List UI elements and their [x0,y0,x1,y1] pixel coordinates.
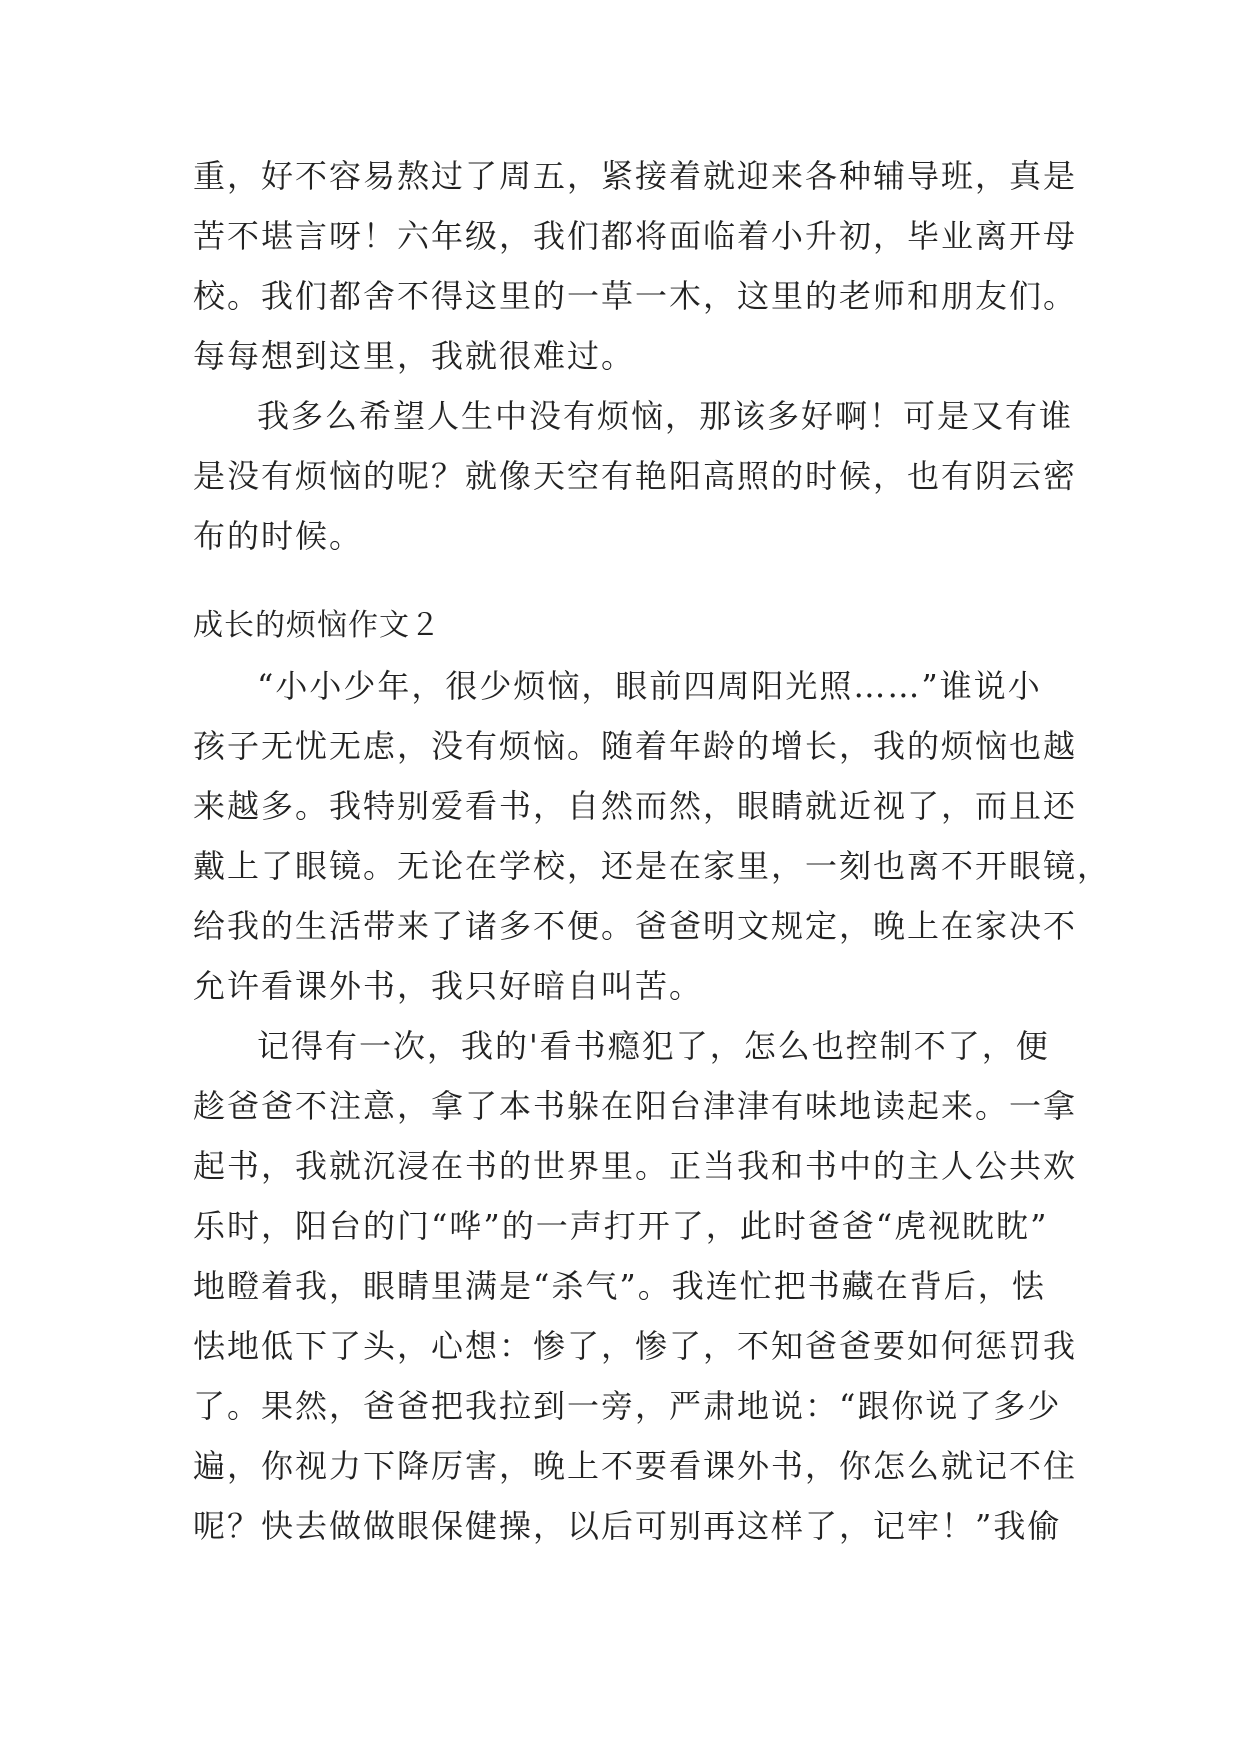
text-line: 每每想到这里，我就很难过。 [193,337,636,375]
text-line: 重，好不容易熬过了周五，紧接着就迎来各种辅导班，真是 [193,157,1078,195]
text-line: 乐时，阳台的门“哗”的一声打开了，此时爸爸“虎视眈眈” [193,1207,1049,1245]
text-line: 呢？快去做做眼保健操，以后可别再这样了，记牢！”我偷 [193,1507,1062,1545]
text-line: 我多么希望人生中没有烦恼，那该多好啊！可是又有谁 [257,397,1074,435]
text-line: 地瞪着我，眼睛里满是“杀气”。我连忙把书藏在背后，怯 [193,1267,1046,1305]
text-line: 来越多。我特别爱看书，自然而然，眼睛就近视了，而且还 [193,787,1078,825]
text-line: 是没有烦恼的呢？就像天空有艳阳高照的时候，也有阴云密 [193,457,1078,495]
text-line: 遍，你视力下降厉害，晚上不要看课外书，你怎么就记不住 [193,1447,1078,1485]
text-line: 记得有一次，我的'看书瘾犯了，怎么也控制不了，便 [257,1027,1050,1065]
text-line: 怯地低下了头，心想：惨了，惨了，不知爸爸要如何惩罚我 [193,1327,1078,1365]
text-line: 趁爸爸不注意，拿了本书躲在阳台津津有味地读起来。一拿 [193,1087,1078,1125]
text-line: 布的时候。 [193,517,364,555]
text-line: 孩子无忧无虑，没有烦恼。随着年龄的增长，我的烦恼也越 [193,727,1078,765]
text-line: “小小少年，很少烦恼，眼前四周阳光照……”谁说小 [257,667,1042,705]
text-line: 戴上了眼镜。无论在学校，还是在家里，一刻也离不开眼镜， [193,847,1112,885]
paragraph-group-1 [193,146,1078,566]
text-line: 苦不堪言呀！六年级，我们都将面临着小升初，毕业离开母 [193,217,1078,255]
text-line: 校。我们都舍不得这里的一草一木，这里的老师和朋友们。 [193,277,1078,315]
text-line: 给我的生活带来了诸多不便。爸爸明文规定，晚上在家决不 [193,907,1078,945]
text-line: 起书，我就沉浸在书的世界里。正当我和书中的主人公共欢 [193,1147,1078,1185]
essay-heading: 成长的烦恼作文２ [193,608,441,643]
text-line: 允许看课外书，我只好暗自叫苦。 [193,967,704,1005]
text-line: 了。果然，爸爸把我拉到一旁，严肃地说：“跟你说了多少 [193,1387,1062,1425]
paragraph-group-2 [193,656,1112,1556]
